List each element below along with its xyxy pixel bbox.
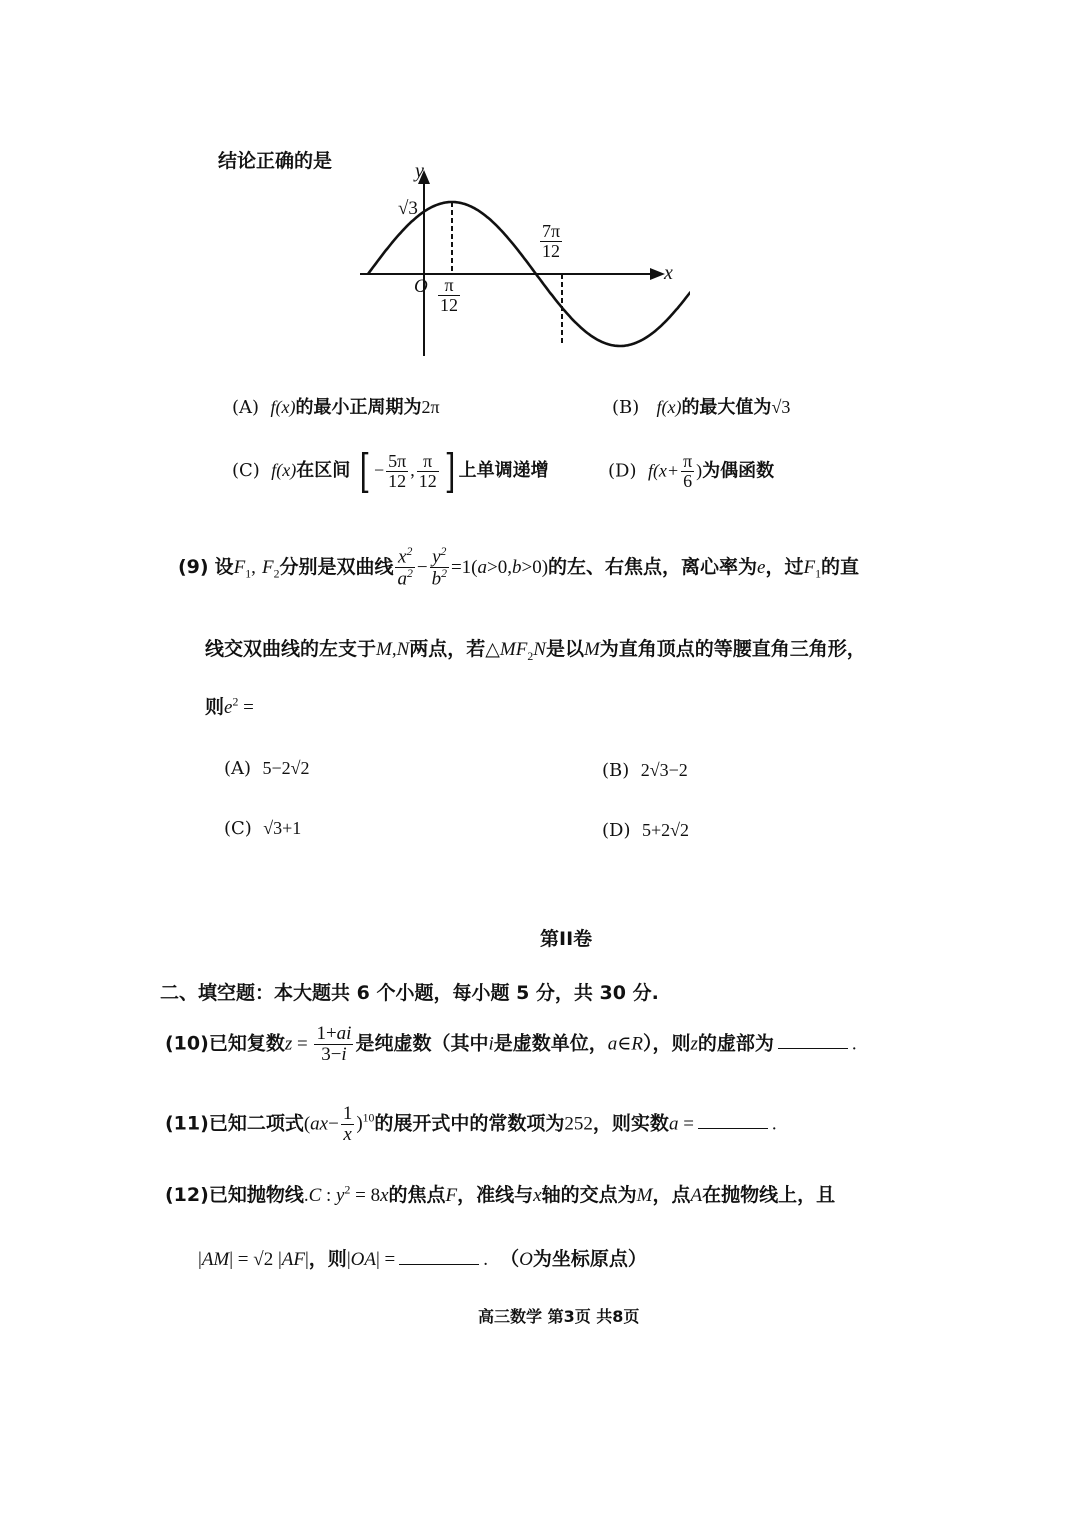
- page-footer: 高三数学 第3页 共8页: [478, 1307, 640, 1326]
- option-d[interactable]: (D) f(x+ $\frac{\pi}{6}$ )为偶函数: [608, 451, 775, 491]
- option-c[interactable]: (C) f(x)在区间 [ − $\frac{5\pi}{12}$ , $\frac{\pi}{12}$ ] 上单调递增: [232, 444, 549, 498]
- question-10: (10)已知复数z = $\frac{1+ai}{3-i}$ 是纯虚数（其中i是虚数单位，a∈R），则z的虚部为 .: [165, 1023, 857, 1065]
- volume-title: 第II卷: [540, 928, 593, 950]
- question-12-line2: |AM| = √2 |AF|，则|OA| = . （O为坐标原点）: [198, 1248, 647, 1270]
- tick-7pi-over-12: $\frac{7\pi}{12}$: [542, 221, 561, 261]
- option-b[interactable]: (B) f(x)的最大值为√3: [612, 397, 791, 418]
- question-11: (11)已知二项式(ax− $\frac{1}{x}$ )$^{10}$的展开式中的常数项为252，则实数a = .: [165, 1103, 777, 1145]
- y-axis-label: y: [415, 160, 424, 182]
- x-axis-arrow: [650, 268, 665, 280]
- intro-text: 结论正确的是: [218, 150, 333, 172]
- question-9-line3: 则$e^2$ =: [205, 695, 254, 718]
- tick-pi-over-12: $\frac{\pi}{12}$: [440, 275, 458, 315]
- answer-blank-10[interactable]: [778, 1048, 848, 1049]
- question-9-line2: 线交双曲线的左支于M,N两点，若$\triangle MF_2N$是以M为直角顶点的等腰直角三角形，: [205, 638, 866, 663]
- answer-blank-11[interactable]: [698, 1128, 768, 1129]
- section-heading: 二、填空题：本大题共 6 个小题，每小题 5 分，共 30 分.: [160, 982, 659, 1004]
- x-axis-label: x: [664, 262, 673, 284]
- q9-option-d[interactable]: (D) 5+2√2: [602, 820, 689, 841]
- q9-option-a[interactable]: (A) 5−2√2: [224, 758, 310, 779]
- origin-label: O: [414, 276, 428, 297]
- answer-blank-12[interactable]: [399, 1264, 479, 1265]
- q9-option-b[interactable]: (B) 2√3−2: [602, 760, 688, 781]
- sine-graph: [350, 160, 690, 360]
- q9-option-c[interactable]: (C) √3+1: [224, 818, 302, 839]
- question-12-line1: (12)已知抛物线.C : $y^2 = 8x$的焦点F，准线与x轴的交点为M，点A在抛物线上，且: [165, 1183, 836, 1206]
- option-a[interactable]: (A) f(x)的最小正周期为2π: [232, 397, 440, 418]
- question-9-line1: (9) 设$F_1$, $F_2$分别是双曲线 $\frac{x^2}{a^2}$ − $\frac{y^2}{b^2}$ =1(a>0,b>0)的左、右焦点，离心率为e，过$F_1$的直: [178, 545, 860, 590]
- peak-value-label: √3: [398, 198, 418, 219]
